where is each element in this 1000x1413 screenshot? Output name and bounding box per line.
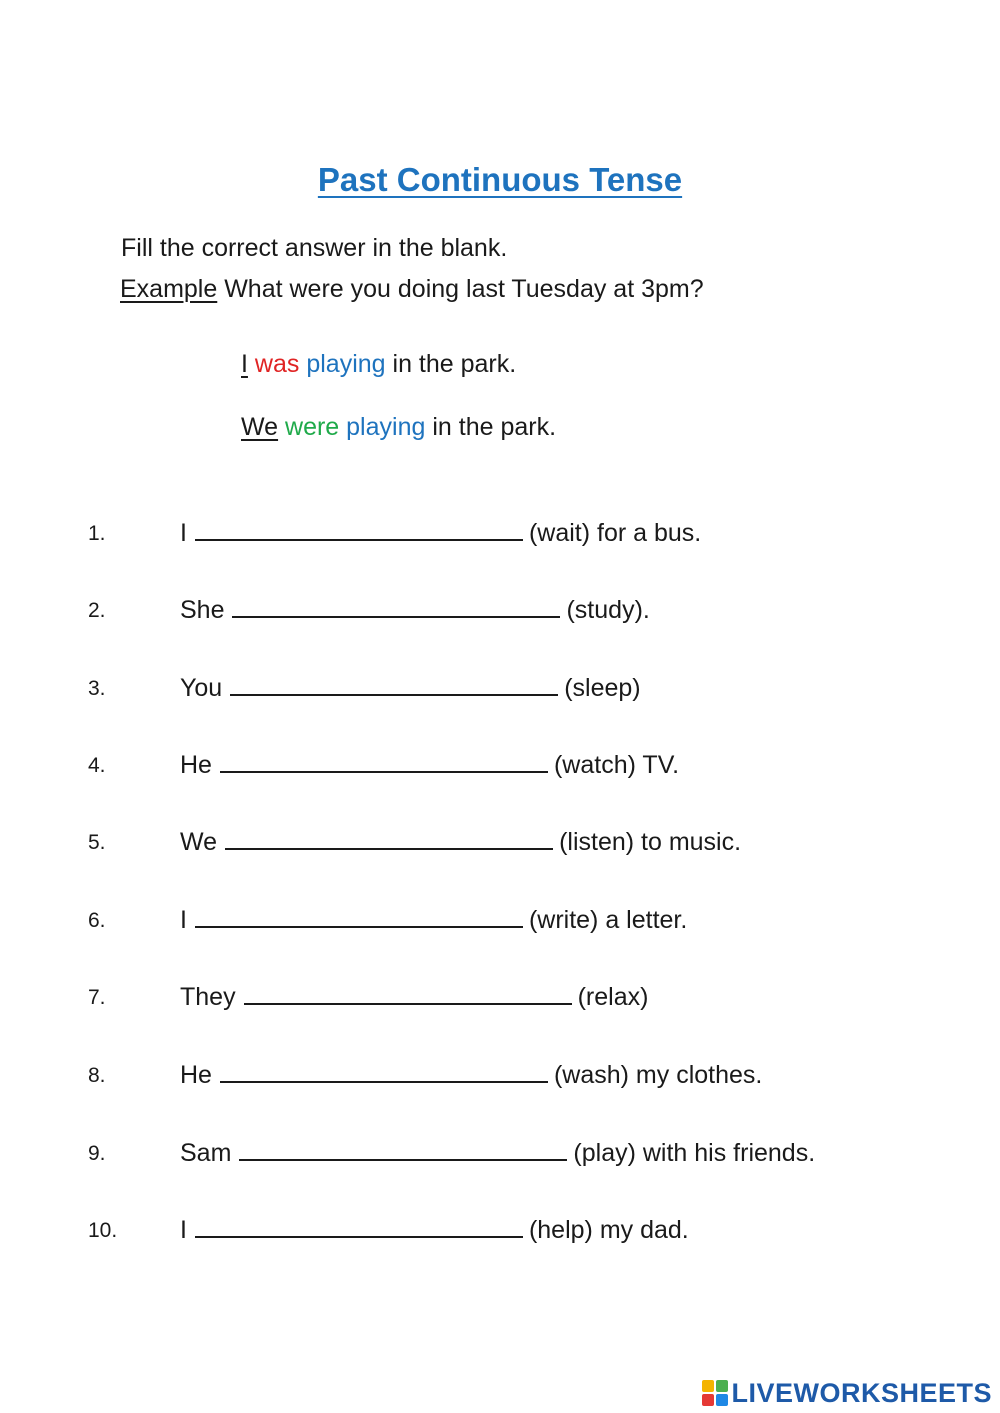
answer-blank[interactable] bbox=[230, 670, 558, 696]
answer-blank[interactable] bbox=[220, 747, 548, 773]
question-text bbox=[180, 670, 641, 705]
question-text bbox=[180, 902, 687, 937]
brand-name: LIVEWORKSHEETS bbox=[731, 1378, 992, 1408]
question-text bbox=[180, 1212, 689, 1247]
question-tail: (write) a letter. bbox=[528, 906, 688, 934]
question-text bbox=[180, 979, 648, 1014]
question-text bbox=[180, 824, 741, 859]
example-subject: We bbox=[241, 413, 279, 441]
question-subject: Sam bbox=[180, 1139, 232, 1167]
question-item bbox=[0, 1212, 1000, 1246]
question-number: 1. bbox=[88, 522, 106, 545]
question-tail: (wash) my clothes. bbox=[553, 1061, 763, 1089]
question-tail: (sleep) bbox=[564, 674, 641, 702]
question-text bbox=[180, 515, 701, 550]
question-number: 6. bbox=[88, 909, 106, 932]
answer-blank[interactable] bbox=[239, 1135, 567, 1161]
liveworksheets-logo[interactable] bbox=[702, 1378, 992, 1408]
question-item bbox=[0, 979, 1000, 1013]
question-tail: (play) with his friends. bbox=[573, 1139, 816, 1167]
question-number: 9. bbox=[88, 1142, 106, 1165]
question-number: 10. bbox=[88, 1219, 118, 1242]
question-subject: We bbox=[180, 828, 218, 856]
example-verb: playing bbox=[306, 350, 386, 378]
question-text bbox=[180, 592, 650, 627]
question-number: 5. bbox=[88, 831, 106, 854]
instruction-text: Fill the correct answer in the blank. bbox=[121, 234, 508, 262]
question-subject: He bbox=[180, 751, 212, 779]
question-number: 4. bbox=[88, 754, 106, 777]
question-number: 8. bbox=[88, 1064, 106, 1087]
question-text bbox=[180, 1057, 762, 1092]
answer-blank[interactable] bbox=[225, 824, 553, 850]
answer-blank[interactable] bbox=[195, 902, 523, 928]
question-item bbox=[0, 670, 1000, 704]
question-number: 7. bbox=[88, 986, 106, 1009]
example-label: Example bbox=[120, 275, 218, 303]
example-question: What were you doing last Tuesday at 3pm? bbox=[217, 275, 704, 303]
page-title: Past Continuous Tense bbox=[317, 161, 683, 198]
question-tail: (relax) bbox=[577, 983, 649, 1011]
question-tail: (watch) TV. bbox=[553, 751, 680, 779]
question-item bbox=[0, 1057, 1000, 1091]
question-subject: She bbox=[180, 596, 225, 624]
question-subject: I bbox=[180, 906, 187, 934]
question-subject: He bbox=[180, 1061, 212, 1089]
question-item bbox=[0, 515, 1000, 549]
example-rest: in the park. bbox=[392, 350, 517, 378]
question-subject: They bbox=[180, 983, 236, 1011]
question-tail: (listen) to music. bbox=[559, 828, 742, 856]
question-item bbox=[0, 592, 1000, 626]
question-item bbox=[0, 747, 1000, 781]
example-verb: playing bbox=[346, 413, 426, 441]
question-tail: (help) my dad. bbox=[528, 1216, 689, 1244]
example-subject: I bbox=[241, 350, 248, 378]
question-item bbox=[0, 824, 1000, 858]
question-item bbox=[0, 1135, 1000, 1169]
question-number: 2. bbox=[88, 599, 106, 622]
question-number: 3. bbox=[88, 677, 106, 700]
question-subject: You bbox=[180, 674, 223, 702]
question-item bbox=[0, 902, 1000, 936]
question-subject: I bbox=[180, 1216, 187, 1244]
question-text bbox=[180, 1135, 815, 1170]
question-tail: (wait) for a bus. bbox=[528, 519, 702, 547]
answer-blank[interactable] bbox=[195, 515, 523, 541]
answer-blank[interactable] bbox=[232, 592, 560, 618]
example-rest: in the park. bbox=[432, 413, 557, 441]
example-aux: were bbox=[285, 413, 340, 441]
example-aux: was bbox=[254, 350, 300, 378]
question-subject: I bbox=[180, 519, 187, 547]
liveworksheets-logo-icon bbox=[702, 1380, 728, 1406]
question-tail: (study). bbox=[566, 596, 650, 624]
question-text bbox=[180, 747, 679, 782]
answer-blank[interactable] bbox=[195, 1212, 523, 1238]
answer-blank[interactable] bbox=[220, 1057, 548, 1083]
answer-blank[interactable] bbox=[244, 979, 572, 1005]
